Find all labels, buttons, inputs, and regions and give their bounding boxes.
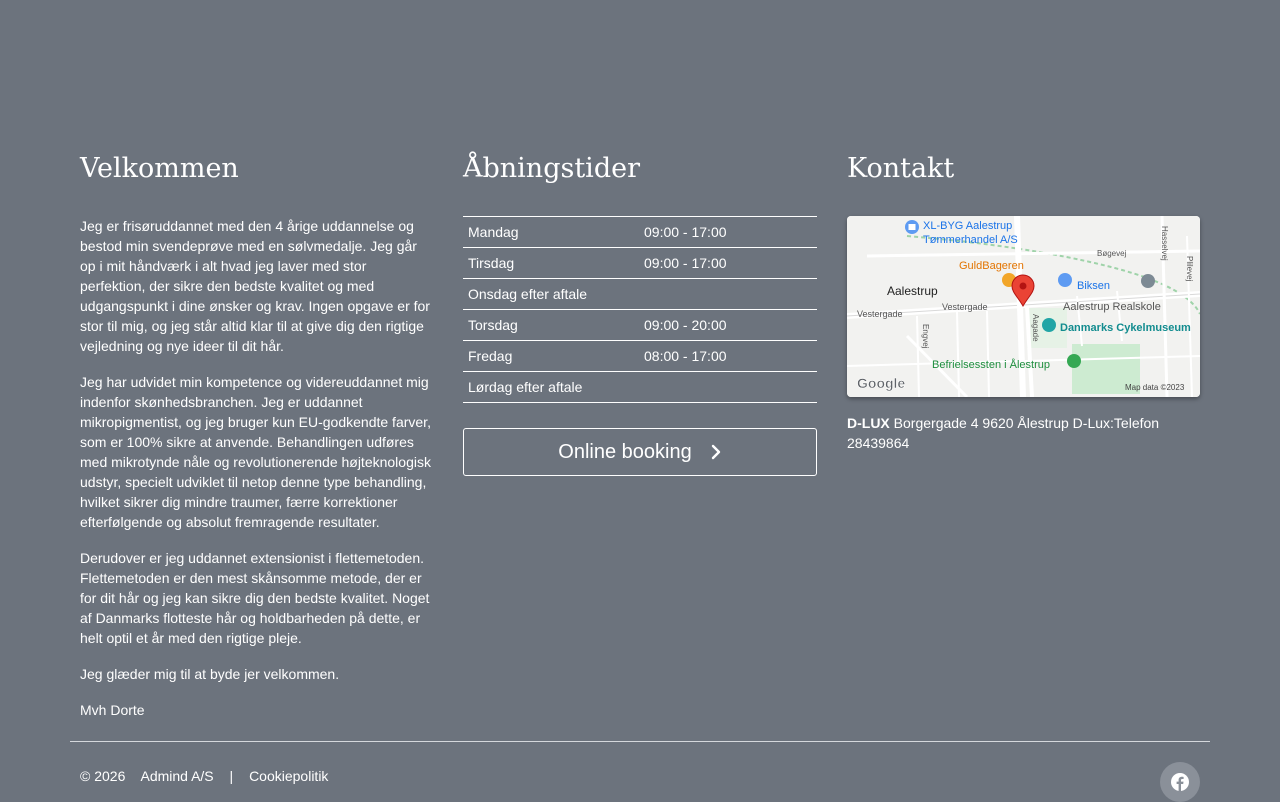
map-label: Aagade	[1031, 314, 1040, 342]
footer-separator: |	[229, 768, 234, 784]
map-label: Aalestrup	[887, 284, 938, 298]
map-label: GuldBageren	[959, 260, 1024, 272]
table-row	[463, 248, 817, 279]
map-label: Plilevej	[1185, 256, 1194, 282]
map-label: Vestergade	[942, 302, 988, 312]
contact-section	[847, 148, 1200, 453]
map-label: Google	[857, 375, 906, 391]
welcome-title: Velkommen	[80, 153, 239, 184]
contact-title: Kontakt	[847, 153, 955, 184]
hours-time: 08:00 - 17:00	[639, 341, 817, 372]
footer-divider	[70, 741, 1210, 742]
copyright: © 2026	[80, 768, 126, 784]
map-label: Tømmerhandel A/S	[923, 234, 1018, 246]
map-label: Vestergade	[857, 309, 903, 319]
chevron-right-icon	[710, 444, 722, 460]
online-booking-label: Online booking	[558, 440, 692, 463]
table-row	[463, 310, 817, 341]
hours-time: 09:00 - 17:00	[639, 248, 817, 279]
hours-time	[639, 279, 817, 310]
footer	[80, 766, 340, 786]
welcome-paragraph: Jeg er frisøruddannet med den 4 årige uddannelse og bestod min svendeprøve med en sølvmedalje. Jeg går op i mit håndværk i alt hvad jeg laver med stor perfektion, der sikre den bedste kvalitet og med udgangspunkt i dine ønsker og krav. Ingen opgave er for stor til mig, og jeg står altid klar til at give dig den rigtige vejledning og nye ideer til dit hår.	[80, 218, 430, 354]
map-label: Danmarks Cykelmuseum	[1060, 322, 1191, 334]
map-label: Map data ©2023	[1125, 383, 1185, 392]
facebook-icon	[1171, 773, 1189, 791]
map-label: Engvej	[921, 324, 930, 349]
map-label: Biksen	[1077, 280, 1111, 292]
hours-day: Torsdag	[463, 310, 639, 341]
opening-hours-title: Åbningstider	[463, 153, 640, 184]
welcome-paragraph: Derudover er jeg uddannet extensionist i flettemetoden. Flettemetoden er den mest skånsomme metode, der er for dit hår og jeg kan sikre dig den bedste kvalitet. Noget af Danmarks flotteste hår og holdbarheden på dette, er helt optil et år med den rigtige pleje.	[80, 550, 430, 646]
business-address-phone: Borgergade 4 9620 Ålestrup D-Lux:Telefon 28439864	[847, 415, 1160, 451]
welcome-section	[80, 148, 433, 736]
hours-day: Mandag	[463, 217, 639, 248]
contact-details	[847, 413, 1200, 453]
map-label: Bøgevej	[1097, 249, 1127, 258]
hours-day: Tirsdag	[463, 248, 639, 279]
table-row	[463, 341, 817, 372]
table-row	[463, 279, 817, 310]
hours-time: 09:00 - 17:00	[639, 217, 817, 248]
hours-day: Onsdag efter aftale	[463, 279, 639, 310]
map-label: Aalestrup Realskole	[1063, 301, 1161, 313]
opening-hours-section	[463, 148, 817, 476]
map-label: XL-BYG Aalestrup	[923, 220, 1013, 232]
location-map[interactable]	[847, 216, 1200, 397]
welcome-paragraph: Jeg glæder mig til at byde jer velkommen.	[80, 666, 340, 682]
online-booking-button[interactable]	[463, 428, 817, 476]
welcome-signature: Mvh Dorte	[80, 702, 145, 718]
table-row	[463, 217, 817, 248]
welcome-paragraph: Jeg har udvidet min kompetence og videreuddannet mig indenfor skønhedsbranchen. Jeg er uddannet mikropigmentist, og jeg bruger kun EU-godkendte farver, som er 100% sikre at anvende. Behandlingen udføres med mikrotynde nåle og revolutionerende højteknologisk udstyr, specielt udviklet til netop denne type behandling, hvilket sikrer dig mindre traumer, færre korrektioner efterfølgende og absolut fremragende resultater.	[80, 374, 431, 530]
table-row	[463, 372, 817, 403]
facebook-button[interactable]	[1160, 762, 1200, 802]
map-label: Hasselvej	[1160, 226, 1169, 261]
hours-time	[639, 372, 817, 403]
business-name: D-LUX	[847, 415, 890, 431]
hours-day: Lørdag efter aftale	[463, 372, 639, 403]
hours-time: 09:00 - 20:00	[639, 310, 817, 341]
opening-hours-table	[463, 216, 817, 403]
company-link[interactable]: Admind A/S	[140, 768, 214, 784]
cookie-policy-link[interactable]: Cookiepolitik	[249, 768, 329, 784]
map-label: Befrielsessten i Ålestrup	[932, 359, 1050, 371]
hours-day: Fredag	[463, 341, 639, 372]
